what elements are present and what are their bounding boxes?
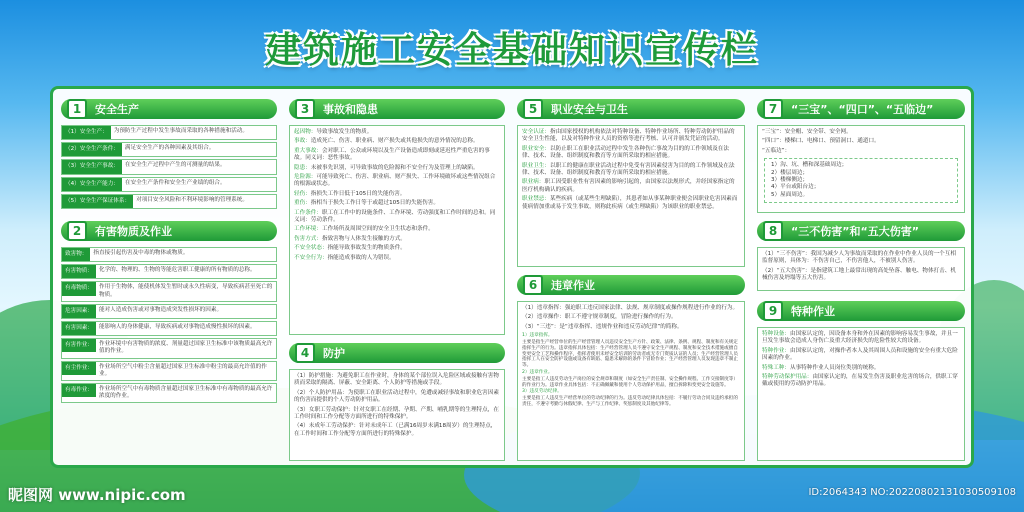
paragraph: （2）违章操作：职工不遵守规章制度，冒险进行操作的行为。 [522, 314, 677, 321]
term-tag: 特种设备： [762, 331, 790, 337]
term-item [762, 374, 960, 389]
term-definition: 作业场所空气中粉尘含量超过国家卫生标准中粉尘的最高允许值的作业。 [98, 363, 267, 377]
section-7-box [757, 125, 965, 213]
term-definition: 为预防生产过程中发生事故而采取的各种措施和活动。 [113, 128, 248, 134]
term-tag: 重伤： [294, 200, 311, 207]
term-definition: 能对人造成伤害或对事物造成突发性损坏的因素。 [98, 306, 223, 313]
info-line: （1）“三不伤害”：我国为减少人为事故而采取的在作业中作业人员的一个互相监督原则，具体为：不伤害自己，不伤害他人，不被别人伤害。 [762, 251, 956, 265]
term-tag: 职业卫生： [522, 162, 550, 169]
term-definition: 由国家认定的，在易发生伤害及职业危害的场合，供职工穿戴或使用的劳动防护用品。 [762, 374, 958, 388]
section-number: 3 [295, 99, 315, 119]
section-title: 违章作业 [551, 279, 595, 292]
section-4-box [289, 369, 505, 461]
term-row [61, 304, 277, 319]
term-item [762, 331, 960, 346]
term-tag: 特种劳动保护用品： [762, 374, 813, 381]
term-item [522, 179, 740, 194]
section-title: 有害物质及作业 [95, 225, 172, 238]
five-edges-list [764, 158, 958, 203]
section-8-box [757, 247, 965, 291]
detail-paragraph: 主要是指工人违反生产经营单位的劳动纪律的行为。违反劳动纪律具体包括：不履行劳动合同及违约承担的责任，不遵守考勤与休假纪律、生产与工作纪律、奖惩制度及其他纪律等。 [522, 396, 738, 407]
section-number: 5 [523, 99, 543, 119]
term-row [61, 321, 277, 336]
term-definition: 工作场所及周围空间的安全卫生状态和条件。 [321, 226, 434, 233]
term-row [61, 194, 277, 209]
term-tag: 重大事故： [294, 147, 322, 154]
five-edges-item: 1）沟、坑、槽和深基础周边； [771, 162, 848, 169]
term-tag: 有尘作业： [62, 362, 96, 375]
term-item [294, 200, 500, 207]
detail-paragraph: 2）违章作业。 [522, 370, 553, 375]
term-definition: 指能造成事故的人为错误。 [327, 254, 395, 261]
term-item [294, 255, 500, 262]
term-item [762, 348, 960, 363]
term-definition: 指相当于损失工作日等于或超过105日的失能伤害。 [310, 200, 439, 207]
term-definition: 职工因受职业性有害因素的影响引起的，由国家以法规形式，并经国家指定的医疗机构确认的疾病。 [522, 179, 735, 193]
section-1-header [61, 99, 277, 119]
term-definition: 满足安全生产的各种因素及其组合。 [124, 145, 215, 152]
term-tag: 有害作业： [62, 339, 96, 352]
detail-paragraph: 主要是指生产经营单位的生产经营管理人员违反安全生产方针、政策、法律、条例、规程、制度和有关规定指挥生产的行为。违章指挥具体包括：生产经营管理人员不遵守安全生产规程、制度和安全技术措施或擅自变更安全工艺和操作程序，指挥者使用未经安全培训的劳动者或无专门资质认证的人员；生产经营管理人员指挥工人在安全防护设施或设备有缺陷、隐患未解除的条件下冒险作业；生产经营管理人员发现违章不制止等。 [522, 340, 738, 369]
section-6-header [517, 275, 745, 295]
section-1-rows [61, 125, 277, 211]
term-definition: 指直接引起伤害及中毒的物体或物质。 [93, 250, 189, 256]
info-line: “四口”：楼梯口、电梯口、预留洞口、通道口。 [762, 138, 880, 145]
term-tag: 有毒物质： [62, 282, 96, 295]
section-number: 7 [763, 99, 783, 119]
section-number: 6 [523, 275, 543, 295]
term-definition: 在安全生产过程中产生的可测量的结果。 [124, 162, 226, 169]
five-edges-item: 5）屋面周边。 [771, 191, 809, 198]
section-number: 4 [295, 343, 315, 363]
section-title: “三不伤害”和“五大伤害” [791, 225, 919, 238]
section-number: 9 [763, 301, 783, 321]
term-tag: （3）安全生产事故： [62, 160, 122, 173]
term-definition: 指由国家授权的机构依法对特种设备、特种作业场所、特种劳动防护用品的安全卫生性能，以及对特种作业人员的资格等进行考核、认可并颁发凭证的活动。 [522, 129, 735, 143]
term-tag: 安全认证： [522, 129, 550, 135]
term-tag: 有害物质： [62, 265, 96, 278]
five-edges-item: 4）平台或阳台边； [771, 184, 820, 191]
term-definition: 未被事先识别，可导致事故的危险源和不安全行为及管理上的缺陷。 [310, 164, 479, 171]
info-line: （2）“五大伤害”：是指建筑工地上最常出现的高处坠落、触电、物体打击、机械伤害及坍塌等五大伤害。 [762, 267, 956, 282]
term-definition: 指能导致事故发生的物质条件。 [327, 245, 406, 252]
section-9-box [757, 327, 965, 461]
term-tag: 轻伤： [294, 190, 311, 197]
term-tag: 有毒作业： [62, 384, 96, 397]
term-tag: 不安全行为： [294, 254, 328, 261]
paragraph: （1）防护措施：为避免职工在作业时，身体的某个部位误入危险区域或接触有害物质而采取的隔离、屏蔽、安全距离、个人防护等措施或手段。 [294, 373, 499, 387]
section-6-box [517, 301, 745, 461]
content-panel [50, 86, 974, 468]
term-definition: 以职工的健康在职业活动过程中免受有害因素侵害为目的的工作领域及在法律、技术、设备、组织制度和教育等方面所采取的相应措施。 [522, 162, 735, 177]
term-item [294, 138, 500, 145]
term-definition: 指致害物与人体发生接触的方式。 [321, 235, 406, 242]
term-tag: （2）安全生产条件： [62, 143, 122, 156]
section-5-header [517, 99, 745, 119]
detail-paragraph: 主要是指工人违反劳动生产岗位的安全规章和制度（如安全生产责任制、安全操作规程、工作交接制度等）的作业行为。违章作业具体包括：不正确佩戴和使用个人劳动保护用品，擅自拆除和变更安全设施等。 [522, 376, 738, 388]
term-item [522, 146, 740, 161]
term-tag: 职业病： [522, 179, 545, 186]
term-definition: 对项目安全风险和不利环境影响的管理系统。 [136, 196, 248, 203]
term-tag: 特殊工种： [762, 364, 790, 371]
term-item [522, 129, 740, 144]
section-4-header [289, 343, 505, 363]
paragraph: （3）“三违”：是“违章指挥、违规作业和违反劳动纪律”的简称。 [522, 323, 683, 330]
term-row [61, 338, 277, 358]
term-tag: 危害因素： [62, 305, 96, 318]
section-3-header [289, 99, 505, 119]
term-row [61, 361, 277, 381]
term-tag: 隐患： [294, 164, 311, 171]
section-title: 特种作业 [791, 305, 835, 318]
paragraph: （1）违章指挥：强迫职工违反国家法律、法规、规章制度或操作规程进行作业的行为。 [522, 305, 739, 311]
term-tag: 致害物： [62, 248, 90, 261]
term-definition: 作用于生物体，能使机体发生暂时或永久性病变，导致疾病甚至死亡的物质。 [98, 284, 273, 298]
term-definition: 某些疾病（或某些生理缺陷），其患者如从事某种职业便会因职业危害因素而使病情加重或易于发生事故，则称此疾病（或生理缺陷）为该职业的职业禁忌。 [522, 196, 738, 210]
term-definition: 可能导致死亡、伤害、职业病、财产损失、工作环境破坏或这些情况组合的根源或状态。 [294, 174, 496, 188]
term-item [522, 163, 740, 178]
section-number: 2 [67, 221, 87, 241]
term-definition: 以防止职工在职业活动过程中发生各种伤亡事故为目的的工作领域及在法律、技术、设备、组织制度和教育等方面所采取的相应措施。 [522, 145, 729, 160]
term-tag: 职业安全： [522, 145, 550, 152]
section-title: 防护 [323, 347, 345, 360]
section-title: 事故和隐患 [323, 103, 378, 116]
term-definition: 作业环境中有害物质的浓度、剂量超过国家卫生标准中该物质最高允许值的作业。 [98, 341, 273, 355]
term-row [61, 177, 277, 192]
term-tag: （5）安全生产保证体系： [62, 195, 133, 208]
term-definition: 由国家认定的，因设备本身和外在因素的影响容易发生事故，并且一旦发生事故会造成人身伤亡及重大经济损失的危险性较大的设备。 [762, 331, 958, 345]
section-title: “三宝”、“四口”、“五临边” [791, 103, 934, 116]
term-row [61, 281, 277, 301]
detail-paragraph: 3）违反劳动纪律。 [522, 389, 562, 395]
term-tag: 事故： [294, 138, 311, 145]
term-tag: 特种作业： [762, 347, 790, 354]
section-2-rows [61, 247, 277, 405]
term-item [294, 174, 500, 189]
info-line: “五临边”： [762, 147, 791, 154]
term-definition: 会对职工、公众或环境以及生产设备造成即刻或延迟性严重危害的事故。同义词：恶性事故。 [294, 147, 490, 162]
term-definition: 能影响人的身体健康，导致疾病或对事物造成慢性损坏的因素。 [98, 324, 256, 331]
term-definition: 从事特种作业人员岗位类别的统称。 [789, 364, 880, 371]
term-tag: 工作环境： [294, 226, 322, 233]
term-item [294, 236, 500, 243]
section-title: 安全生产 [95, 103, 139, 116]
term-tag: （1）安全生产： [62, 126, 111, 139]
term-item [294, 148, 500, 163]
term-row [61, 247, 277, 262]
section-2-header [61, 221, 277, 241]
term-tag: 伤害方式： [294, 235, 322, 242]
term-item [294, 245, 500, 252]
term-item [294, 191, 500, 198]
section-number: 1 [67, 99, 87, 119]
five-edges-item: 2）楼层周边； [771, 169, 809, 176]
term-definition: 导致事故发生的物质。 [316, 129, 373, 135]
term-definition: 职工在工作中的设施条件、工作环境、劳动强度和工作时间的总和。同义词：劳动条件。 [294, 209, 496, 224]
section-title: 职业安全与卫生 [551, 103, 628, 116]
paragraph: （2）个人防护用品：为使职工在职业活动过程中，免遭或减轻事故和职业危害因素的伤害而提供的个人劳动防护用品。 [294, 389, 499, 404]
five-edges-item: 3）楼梯侧边； [771, 177, 809, 184]
term-tag: 不安全状态： [294, 245, 328, 252]
term-item [294, 210, 500, 225]
term-item [522, 196, 740, 211]
term-definition: 作业场所空气中有毒物质含量超过国家卫生标准中有毒物质的最高允许浓度的作业。 [98, 386, 273, 400]
term-row [61, 125, 277, 140]
section-7-header [757, 99, 965, 119]
detail-paragraph: 1）违章指挥。 [522, 333, 553, 339]
term-definition: 化学的、物理的、生物的等能危害职工健康的所有物质的总称。 [98, 267, 256, 274]
section-8-header [757, 221, 965, 241]
poster-title: 建筑施工安全基础知识宣传栏 [264, 30, 759, 71]
photo-id-label: ID:2064343 NO:20220802131030509108 [808, 487, 1016, 498]
section-9-header [757, 301, 965, 321]
term-definition: 造成死亡、伤害、职业病、财产损失或其他损失的意外情况的总称。 [310, 138, 479, 145]
site-watermark: 昵图网 www.nipic.com [8, 486, 186, 504]
term-row [61, 142, 277, 157]
info-line: “三宝”：安全帽、安全带、安全网。 [762, 129, 852, 135]
term-row [61, 383, 277, 403]
term-item [294, 226, 500, 233]
term-row [61, 264, 277, 279]
section-5-box [517, 125, 745, 267]
term-tag: 起因物： [294, 129, 317, 135]
paragraph: （4）未成年工劳动保护：针对未成年工（已满16周岁未满18周岁）的生理特点，在工作时间和工作分配等方面所进行的特殊保护。 [294, 423, 497, 437]
term-item [294, 165, 500, 172]
section-number: 8 [763, 221, 783, 241]
term-definition: 在安全生产条件和安全生产业绩的组合。 [124, 179, 226, 186]
term-definition: 指损失工作日低于105日的失能伤害。 [310, 190, 406, 197]
term-tag: 危险源： [294, 174, 317, 181]
term-row [61, 159, 277, 174]
term-tag: 工作条件： [294, 209, 322, 216]
term-item [294, 129, 500, 136]
term-tag: 有害因素： [62, 322, 96, 335]
term-definition: 由国家认定的，对操作者本人及其周围人员和设施的安全有重大危险因素的作业。 [762, 347, 958, 362]
paragraph: （3）女职工劳动保护：针对女职工在经期、孕期、产期、哺乳期等的生理特点，在工作时间和工作分配等方面所进行的特殊保护。 [294, 406, 499, 421]
term-tag: 职业禁忌： [522, 196, 550, 203]
term-item [762, 365, 960, 372]
term-tag: （4）安全生产能力： [62, 178, 122, 191]
section-3-box [289, 125, 505, 335]
